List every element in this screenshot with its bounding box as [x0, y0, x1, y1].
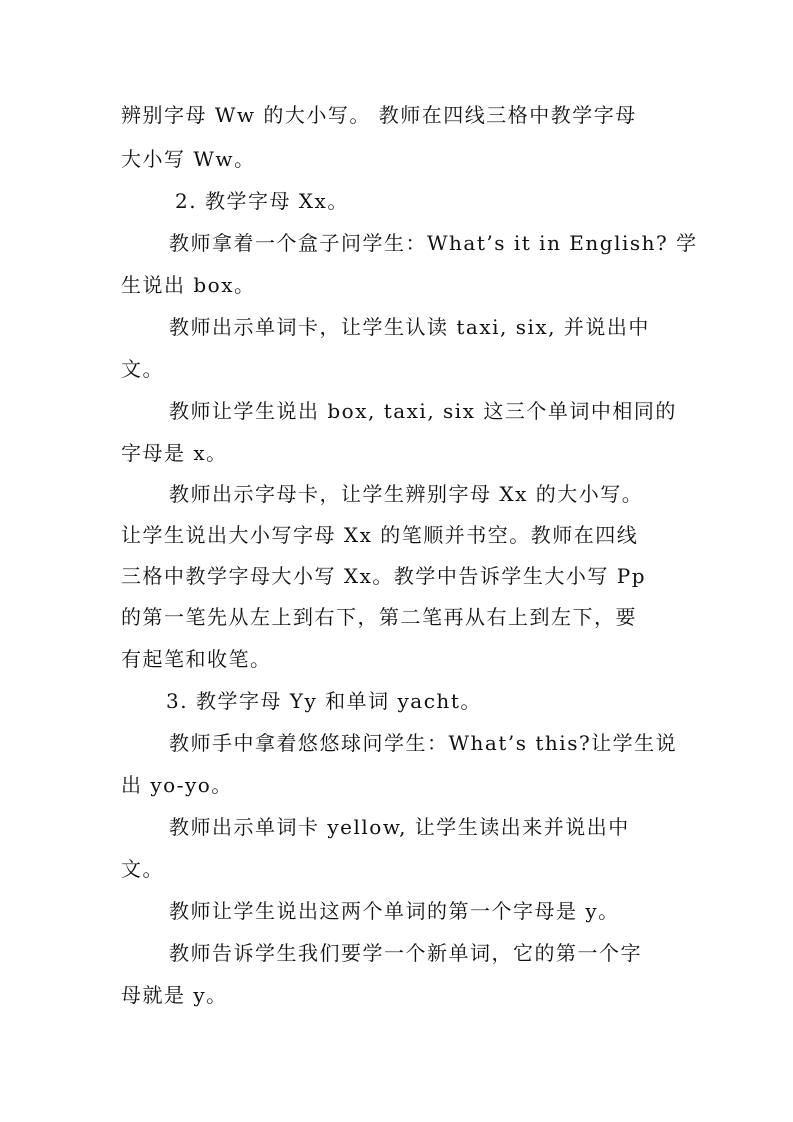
- text-line: 教师出示单词卡，让学生认读 taxi, six, 并说出中: [169, 315, 650, 339]
- text-line: 有起笔和收笔。: [121, 647, 272, 671]
- text-line: 教师让学生说出这两个单词的第一个字母是 y。: [169, 899, 620, 923]
- text-line: 教师手中拿着悠悠球问学生：What’s this?让学生说: [169, 731, 678, 755]
- text-line: 让学生说出大小写字母 Xx 的笔顺并书空。教师在四线: [121, 523, 639, 547]
- text-line: 辨别字母 Ww 的大小写。 教师在四线三格中教学字母: [121, 103, 637, 127]
- text-line: 文。: [121, 357, 164, 381]
- text-line: 字母是 x。: [121, 441, 228, 465]
- text-line: 生说出 box。: [121, 273, 256, 297]
- text-line: 大小写 Ww。: [121, 147, 256, 171]
- text-line: 教师拿着一个盒子问学生：What’s it in English? 学: [169, 231, 698, 255]
- text-line: 母就是 y。: [121, 983, 228, 1007]
- text-line: 教师告诉学生我们要学一个新单词，它的第一个字: [169, 941, 642, 965]
- text-line: 教师让学生说出 box, taxi, six 这三个单词中相同的: [169, 399, 677, 423]
- text-line: 教师出示单词卡 yellow, 让学生读出来并说出中: [169, 815, 630, 839]
- section-heading-xx: 2. 教学字母 Xx。: [175, 189, 349, 213]
- text-line: 文。: [121, 857, 164, 881]
- section-heading-yy: 3. 教学字母 Yy 和单词 yacht。: [166, 689, 482, 713]
- text-line: 三格中教学字母大小写 Xx。教学中告诉学生大小写 Pp: [121, 564, 646, 588]
- text-line: 的第一笔先从左上到右下，第二笔再从右上到左下，要: [121, 605, 637, 629]
- text-line: 出 yo-yo。: [121, 773, 233, 797]
- text-line: 教师出示字母卡，让学生辨别字母 Xx 的大小写。: [169, 482, 644, 506]
